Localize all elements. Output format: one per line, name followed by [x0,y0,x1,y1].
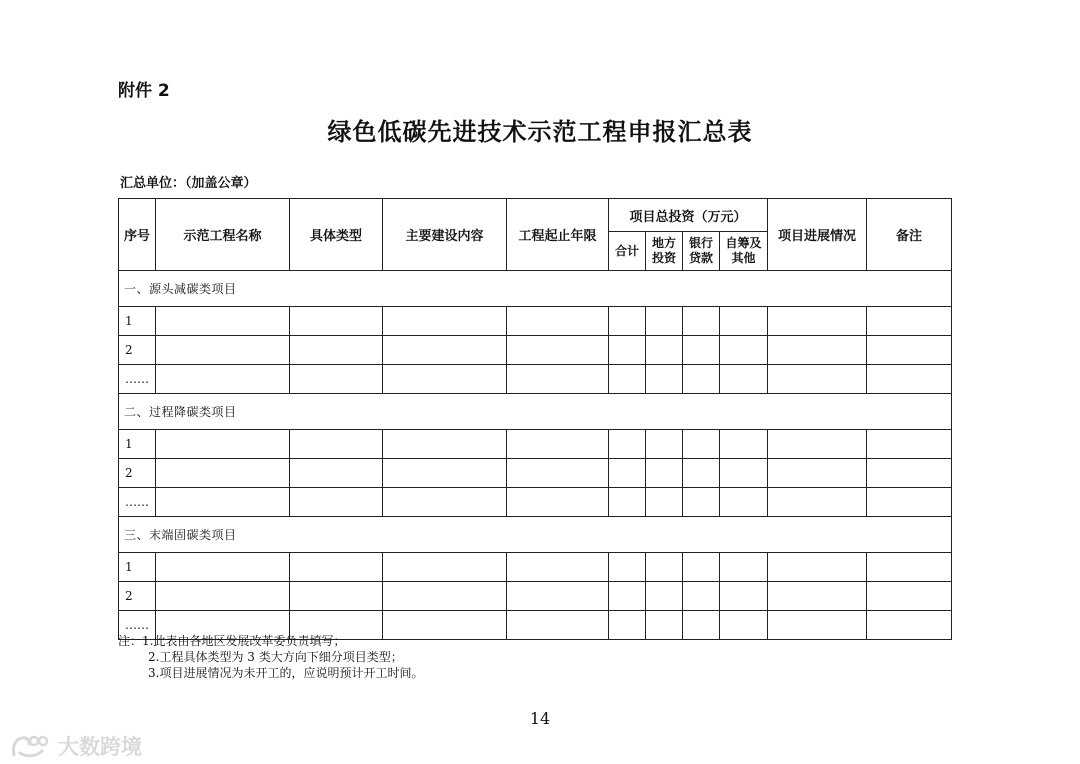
cell[interactable] [156,582,290,611]
cell[interactable] [507,611,609,640]
cell[interactable] [290,307,383,336]
page-number: 14 [529,709,551,728]
cell[interactable] [290,365,383,394]
cell[interactable] [867,430,952,459]
cell[interactable] [290,553,383,582]
table-row [119,307,952,336]
note-line-2: 2.工程具体类型为 3 类大方向下细分项目类型； [148,650,403,664]
row-index: …… [119,488,156,517]
cell[interactable] [683,365,720,394]
subheader-local-investment [646,232,683,271]
cell[interactable] [646,459,683,488]
cell[interactable] [507,365,609,394]
cell[interactable] [720,430,768,459]
cell[interactable] [507,307,609,336]
cell[interactable] [867,459,952,488]
cell[interactable] [609,430,646,459]
row-index: 2 [119,336,156,365]
cell[interactable] [683,336,720,365]
row-index: 1 [119,430,156,459]
table-header [119,199,952,271]
cell[interactable] [720,459,768,488]
table-row [119,336,952,365]
cell[interactable] [768,488,867,517]
cell[interactable] [867,488,952,517]
header-period: 工程起止年限 [507,199,609,271]
watermark-text: 大数跨境 [58,735,142,759]
cell[interactable] [768,307,867,336]
row-index: 2 [119,459,156,488]
cell[interactable] [507,488,609,517]
cell[interactable] [507,430,609,459]
note-line-1: 注：1.此表由各地区发展改革委负责填写； [118,634,346,648]
cell[interactable] [156,553,290,582]
cell[interactable] [507,459,609,488]
cell[interactable] [290,582,383,611]
header-content: 主要建设内容 [383,199,507,271]
cell[interactable] [768,430,867,459]
header-investment: 项目总投资（万元） [609,199,768,232]
cell[interactable] [507,336,609,365]
header-seq: 序号 [119,199,156,271]
cell[interactable] [720,488,768,517]
row-index: …… [119,611,156,640]
cell[interactable] [768,582,867,611]
row-index: 1 [119,307,156,336]
cell[interactable] [867,611,952,640]
cell[interactable] [768,459,867,488]
table-row [119,459,952,488]
row-index: 1 [119,553,156,582]
cell[interactable] [609,459,646,488]
summary-table [118,198,952,640]
header-progress: 项目进展情况 [768,199,867,271]
cell[interactable] [646,336,683,365]
note-line-3: 3.项目进展情况为未开工的，应说明预计开工时间。 [148,666,424,680]
cell[interactable] [646,488,683,517]
cell[interactable] [720,365,768,394]
cell[interactable] [609,553,646,582]
cell[interactable] [867,553,952,582]
subheader-self-line2: 其他 [731,251,756,265]
cell[interactable] [609,307,646,336]
cell[interactable] [720,611,768,640]
table-row [119,365,952,394]
table-body [119,271,952,640]
cell[interactable] [646,365,683,394]
subheader-self-funded [720,232,768,271]
cell[interactable] [683,430,720,459]
cell[interactable] [383,307,507,336]
cell[interactable] [720,553,768,582]
cell[interactable] [768,336,867,365]
cell[interactable] [383,582,507,611]
subheader-self-line1: 自筹及 [725,236,762,250]
header-type: 具体类型 [290,199,383,271]
cell[interactable] [609,336,646,365]
subheader-local-line1: 地方 [651,236,676,250]
cell[interactable] [768,365,867,394]
cell[interactable] [720,582,768,611]
subheader-total: 合计 [609,232,646,271]
cell[interactable] [383,365,507,394]
section-title: 三、末端固碳类项目 [119,517,952,553]
document-title: 绿色低碳先进技术示范工程申报汇总表 [327,117,753,146]
cell[interactable] [156,336,290,365]
cell[interactable] [646,430,683,459]
cell[interactable] [383,553,507,582]
cell[interactable] [609,488,646,517]
cell[interactable] [383,459,507,488]
subheader-bank-line2: 贷款 [688,251,713,265]
cell[interactable] [156,430,290,459]
summary-unit-label: 汇总单位：（加盖公章） [120,176,257,191]
cell[interactable] [768,553,867,582]
cell[interactable] [156,307,290,336]
cell[interactable] [383,430,507,459]
cell[interactable] [156,459,290,488]
cell[interactable] [290,459,383,488]
cell[interactable] [609,365,646,394]
cell[interactable] [290,488,383,517]
cell[interactable] [507,582,609,611]
section-title: 二、过程降碳类项目 [119,394,952,430]
cell[interactable] [507,553,609,582]
cell[interactable] [683,307,720,336]
cell[interactable] [646,582,683,611]
cell[interactable] [720,307,768,336]
cell[interactable] [867,582,952,611]
section-row [119,517,952,553]
cell[interactable] [867,307,952,336]
table-row [119,430,952,459]
cell[interactable] [383,488,507,517]
cell[interactable] [683,459,720,488]
logo-icon [10,733,54,759]
cell[interactable] [646,307,683,336]
cell[interactable] [646,553,683,582]
cell[interactable] [768,611,867,640]
section-row [119,394,952,430]
header-remarks: 备注 [867,199,952,271]
section-title: 一、源头减碳类项目 [119,271,952,307]
attachment-label: 附件 2 [118,81,170,101]
cell[interactable] [609,611,646,640]
cell[interactable] [609,582,646,611]
row-index: …… [119,365,156,394]
cell[interactable] [867,336,952,365]
cell[interactable] [720,336,768,365]
cell[interactable] [156,488,290,517]
cell[interactable] [383,336,507,365]
subheader-bank-loan [683,232,720,271]
cell[interactable] [683,553,720,582]
cell[interactable] [156,365,290,394]
cell[interactable] [683,611,720,640]
cell[interactable] [683,488,720,517]
subheader-bank-line1: 银行 [688,236,713,250]
cell[interactable] [867,365,952,394]
row-index: 2 [119,582,156,611]
section-row [119,271,952,307]
header-name: 示范工程名称 [156,199,290,271]
subheader-local-line2: 投资 [651,251,676,265]
table-row [119,553,952,582]
cell[interactable] [290,430,383,459]
table-row [119,582,952,611]
cell[interactable] [646,611,683,640]
notes [118,633,423,681]
watermark [10,731,142,761]
cell[interactable] [683,582,720,611]
table-row [119,488,952,517]
cell[interactable] [290,336,383,365]
